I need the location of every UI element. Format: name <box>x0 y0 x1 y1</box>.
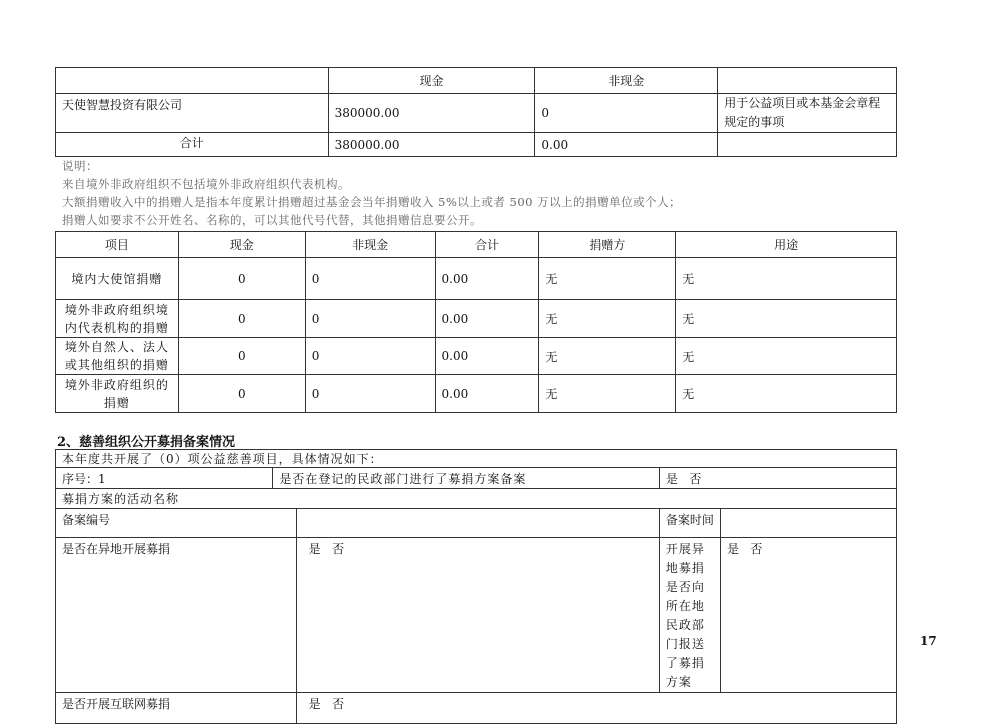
header-noncash: 非现金 <box>535 68 718 94</box>
row-cash: 0 <box>178 338 305 375</box>
row-item-line: 境内大使馆捐赠 <box>71 272 163 286</box>
note-line: 大额捐赠收入中的捐赠人是指本年度累计捐赠超过基金会当年捐赠收入 5%以上或者 500 万以上的捐赠单位或个人； <box>62 195 682 209</box>
filing-time-label: 备案时间 <box>659 509 720 538</box>
row-item-line: 捐赠 <box>103 395 130 410</box>
offsite-label: 是否在异地开展募捐 <box>56 538 297 693</box>
row-noncash: 0 <box>305 375 435 413</box>
row-item <box>56 300 179 338</box>
total-noncash: 0.00 <box>535 133 718 157</box>
row-use: 无 <box>676 300 897 338</box>
header-cash: 现金 <box>178 232 305 258</box>
donor-use: 用于公益项目或本基金会章程规定的事项 <box>718 94 897 133</box>
row-item-line: 境外自然人、法人 <box>64 340 169 354</box>
row-item-line: 境外非政府组织的 <box>64 377 169 392</box>
row-cash: 0 <box>178 300 305 338</box>
row-item-line: 或其他组织的捐赠 <box>64 358 169 372</box>
row-donor: 无 <box>539 300 676 338</box>
row-item <box>56 258 179 300</box>
filing-time-value <box>720 509 896 538</box>
header-use: 用途 <box>676 232 897 258</box>
row-item-line: 境外非政府组织境 <box>64 302 169 317</box>
row-total: 0.00 <box>435 300 539 338</box>
page-number: 17 <box>920 634 937 648</box>
row-noncash: 0 <box>305 258 435 300</box>
row-item-line: 内代表机构的捐赠 <box>64 320 169 335</box>
table-row <box>56 338 897 375</box>
table-row <box>56 375 897 413</box>
row-total: 0.00 <box>435 258 539 300</box>
offsite-yes-no: 是 否 <box>296 538 659 693</box>
filing-number-label: 备案编号 <box>56 509 297 538</box>
notes <box>62 157 681 229</box>
row-cash: 0 <box>178 258 305 300</box>
filing-yes-no: 是 否 <box>659 468 896 489</box>
internet-yes-no: 是 否 <box>296 693 896 724</box>
fundraising-filing-table <box>55 449 897 724</box>
filing-question: 是否在登记的民政部门进行了募捐方案备案 <box>273 468 660 489</box>
donation-summary-table <box>55 67 897 157</box>
serial-number: 序号：1 <box>56 468 273 489</box>
row-total: 0.00 <box>435 375 539 413</box>
header-donor: 捐赠方 <box>539 232 676 258</box>
donor-cash: 380000.00 <box>328 94 535 133</box>
header-use <box>718 68 897 94</box>
internet-label: 是否开展互联网募捐 <box>56 693 297 724</box>
row-item <box>56 338 179 375</box>
offsite-report-label: 开展异地募捐是否向所在地民政部门报送了募捐方案 <box>659 538 720 693</box>
activity-name-label: 募捐方案的活动名称 <box>56 489 897 509</box>
table-row <box>56 300 897 338</box>
note-line: 来自境外非政府组织不包括境外非政府组织代表机构。 <box>62 177 350 191</box>
table-row <box>56 258 897 300</box>
header-cash: 现金 <box>328 68 535 94</box>
header-item: 项目 <box>56 232 179 258</box>
summary-line: 本年度共开展了（0）项公益慈善项目，具体情况如下： <box>56 450 897 468</box>
note-line: 捐赠人如要求不公开姓名、名称的，可以其他代号代替，其他捐赠信息要公开。 <box>62 213 482 227</box>
header-total: 合计 <box>435 232 539 258</box>
row-use: 无 <box>676 375 897 413</box>
donor-noncash: 0 <box>535 94 718 133</box>
note-line: 说明： <box>62 159 98 173</box>
row-donor: 无 <box>539 338 676 375</box>
row-use: 无 <box>676 338 897 375</box>
row-donor: 无 <box>539 375 676 413</box>
total-cash: 380000.00 <box>328 133 535 157</box>
foreign-donation-table <box>55 231 897 413</box>
offsite-report-yes-no: 是 否 <box>720 538 896 693</box>
donor-name: 天使智慧投资有限公司 <box>56 94 329 133</box>
filing-number-value <box>296 509 659 538</box>
row-donor: 无 <box>539 258 676 300</box>
header-blank <box>56 68 329 94</box>
row-total: 0.00 <box>435 338 539 375</box>
section-title: 2、慈善组织公开募捐备案情况 <box>57 435 236 450</box>
row-use: 无 <box>676 258 897 300</box>
header-noncash: 非现金 <box>305 232 435 258</box>
total-use <box>718 133 897 157</box>
row-cash: 0 <box>178 375 305 413</box>
row-item <box>56 375 179 413</box>
row-noncash: 0 <box>305 300 435 338</box>
row-noncash: 0 <box>305 338 435 375</box>
total-label: 合计 <box>56 133 329 157</box>
